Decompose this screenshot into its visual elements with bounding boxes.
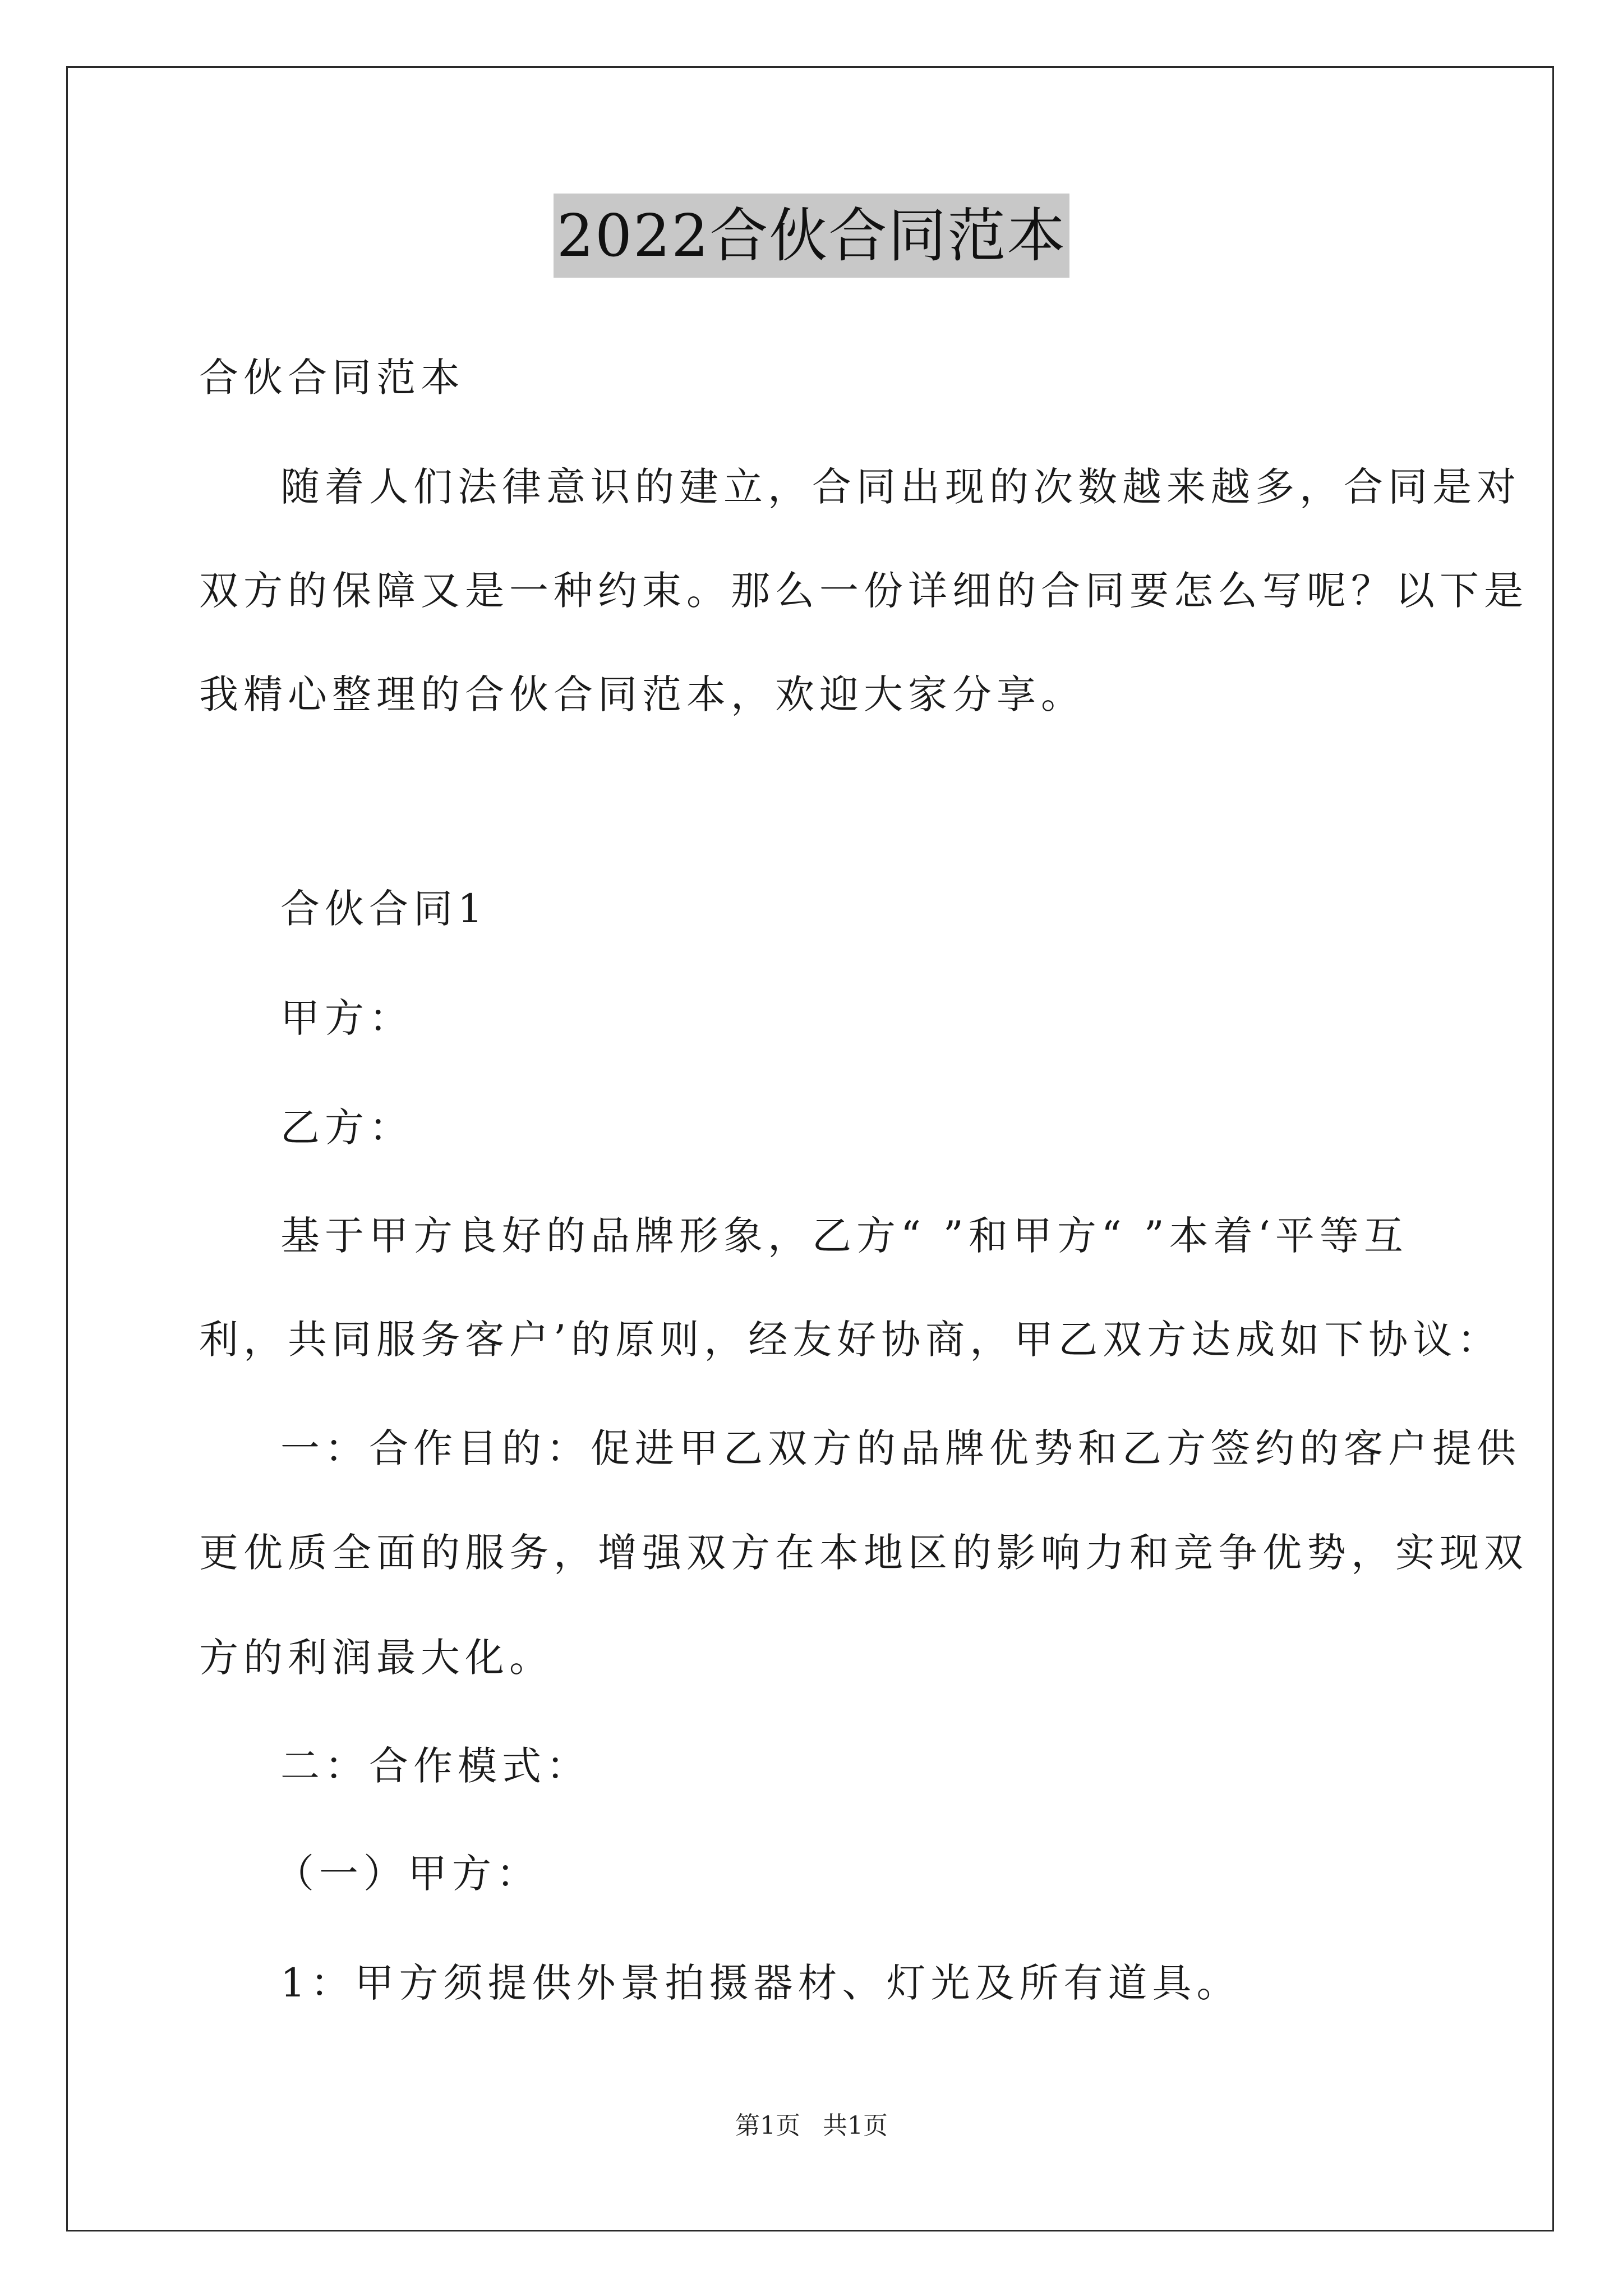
paragraph-line: 双方的保障又是一种约束。那么一份详细的合同要怎么写呢？以下是 <box>199 568 1528 614</box>
paragraph-line: 更优质全面的服务，增强双方在本地区的影响力和竞争优势，实现双 <box>199 1530 1528 1576</box>
paragraph-line: 基于甲方良好的品牌形象，乙方“ ”和甲方“ ”本着‘平等互 <box>280 1213 1408 1259</box>
page-footer <box>0 2109 1623 2143</box>
paragraph-line: 方的利润最大化。 <box>199 1635 554 1681</box>
page-number-current: 第1页 <box>735 2111 800 2140</box>
document-title: 2022合伙合同范本 <box>554 194 1070 278</box>
paragraph-line: 甲方： <box>280 995 413 1041</box>
paragraph-line: 利，共同服务客户’的原则，经友好协商，甲乙双方达成如下协议： <box>199 1317 1502 1363</box>
title-container <box>0 194 1623 278</box>
page-number-total: 共1页 <box>823 2111 888 2140</box>
paragraph-line: 合伙合同范本 <box>199 355 465 401</box>
paragraph-line: 乙方： <box>280 1105 413 1151</box>
paragraph-line: 随着人们法律意识的建立，合同出现的次数越来越多，合同是对 <box>280 464 1521 510</box>
section-heading: 合伙合同1 <box>280 886 488 932</box>
paragraph-line: 二：合作模式： <box>280 1743 591 1789</box>
paragraph-line: （一）甲方： <box>275 1851 541 1897</box>
paragraph-line: 1：甲方须提供外景拍摄器材、灯光及所有道具。 <box>280 1960 1241 2006</box>
paragraph-line: 我精心整理的合伙合同范本，欢迎大家分享。 <box>199 671 1085 717</box>
paragraph-line: 一：合作目的：促进甲乙双方的品牌优势和乙方签约的客户提供 <box>280 1425 1521 1471</box>
